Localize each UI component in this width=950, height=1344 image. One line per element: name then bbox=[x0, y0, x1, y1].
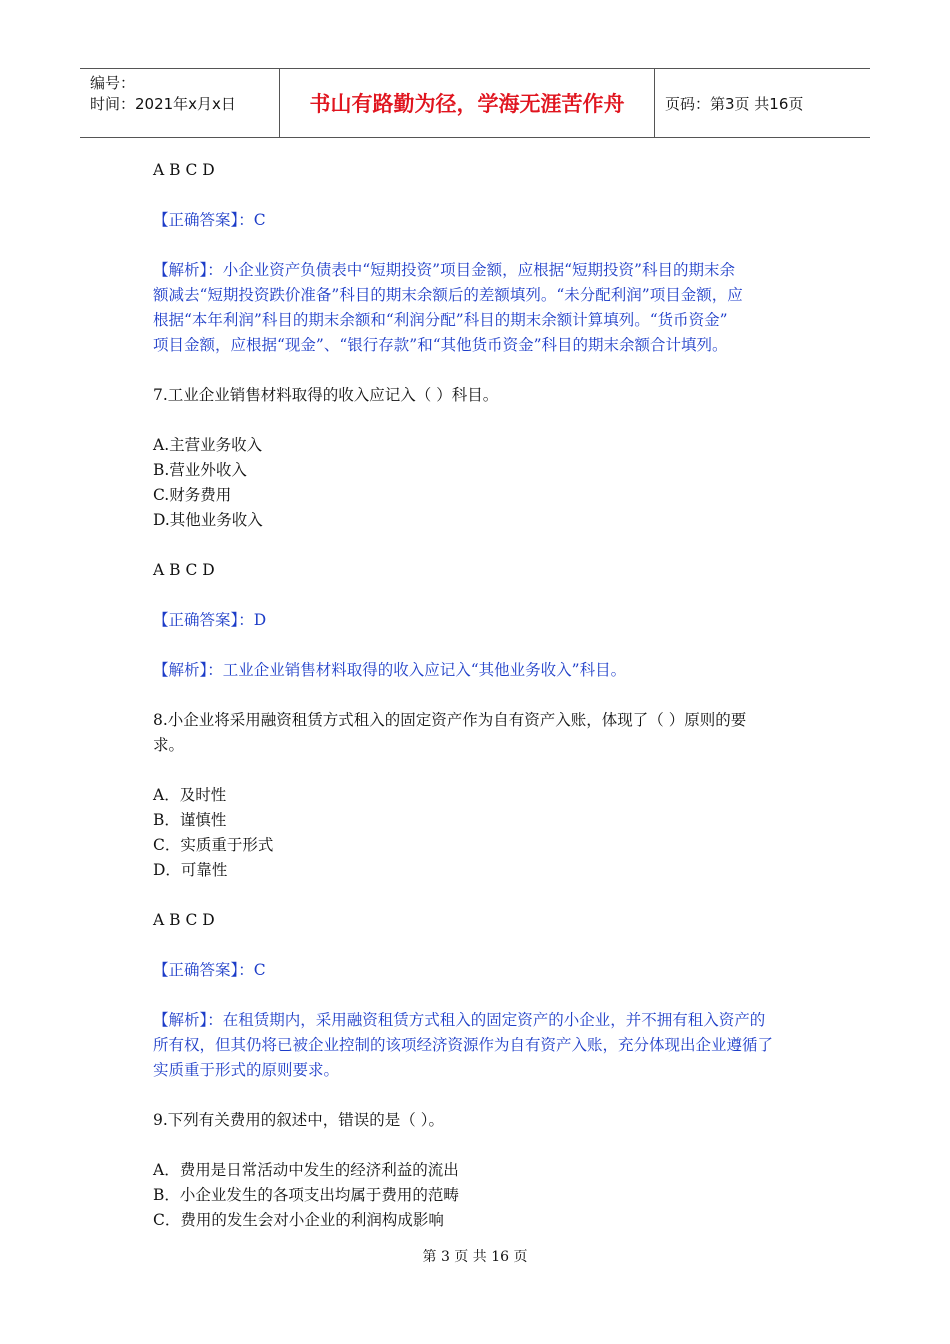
q8-option: A．及时性 bbox=[153, 786, 227, 804]
q9-question: 9.下列有关费用的叙述中，错误的是（ ）。 bbox=[153, 1111, 444, 1129]
q8-options-row: A B C D bbox=[153, 911, 215, 929]
q7-option: C.财务费用 bbox=[153, 486, 232, 504]
q6-analysis-line: 项目金额，应根据“现金”、“银行存款”和“其他货币资金”科目的期末余额合计填列。 bbox=[153, 336, 728, 354]
header-page-info: 页码：第3页 共16页 bbox=[665, 94, 804, 113]
q7-option: D.其他业务收入 bbox=[153, 511, 263, 529]
q7-question: 7.工业企业销售材料取得的收入应记入（ ）科目。 bbox=[153, 386, 499, 404]
header-motto: 书山有路勤为径，学海无涯苦作舟 bbox=[280, 69, 655, 137]
q8-option: C．实质重于形式 bbox=[153, 836, 274, 854]
q7-option: B.营业外收入 bbox=[153, 461, 247, 479]
q7-analysis: 【解析】：工业企业销售材料取得的收入应记入“其他业务收入”科目。 bbox=[153, 661, 627, 679]
q7-options-row: A B C D bbox=[153, 561, 215, 579]
q8-analysis-line: 所有权，但其仍将已被企业控制的该项经济资源作为自有资产入账，充分体现出企业遵循了 bbox=[153, 1036, 774, 1054]
q7-answer: 【正确答案】：D bbox=[153, 611, 267, 629]
q8-answer: 【正确答案】：C bbox=[153, 961, 266, 979]
q8-option: B．谨慎性 bbox=[153, 811, 227, 829]
q6-analysis-line: 【解析】：小企业资产负债表中“短期投资”项目金额，应根据“短期投资”科目的期末余 bbox=[153, 261, 735, 279]
q6-options-row: A B C D bbox=[153, 161, 215, 179]
q8-option: D．可靠性 bbox=[153, 861, 228, 879]
q9-option: A．费用是日常活动中发生的经济利益的流出 bbox=[153, 1161, 459, 1179]
document-body bbox=[153, 158, 828, 1233]
q6-analysis-line: 根据“本年利润”科目的期末余额和“利润分配”科目的期末余额计算填列。“货币资金” bbox=[153, 311, 728, 329]
q8-analysis-line: 实质重于形式的原则要求。 bbox=[153, 1061, 340, 1079]
q8-question-line: 求。 bbox=[153, 736, 185, 754]
header-meta bbox=[80, 69, 280, 137]
serial-label: 编号： bbox=[90, 74, 136, 92]
q6-analysis-line: 额减去“短期投资跌价准备”科目的期末余额后的差额填列。“未分配利润”项目金额，应 bbox=[153, 286, 743, 304]
date-line: 时间：2021年x月x日 bbox=[90, 95, 236, 113]
page-footer: 第 3 页 共 16 页 bbox=[422, 1249, 528, 1265]
q8-analysis-line: 【解析】：在租赁期内，采用融资租赁方式租入的固定资产的小企业，并不拥有租入资产的 bbox=[153, 1011, 766, 1029]
q7-option: A.主营业务收入 bbox=[153, 436, 263, 454]
q9-option: B．小企业发生的各项支出均属于费用的范畴 bbox=[153, 1186, 459, 1204]
page-header bbox=[80, 68, 870, 138]
q8-question-line: 8.小企业将采用融资租赁方式租入的固定资产作为自有资产入账，体现了（ ）原则的要 bbox=[153, 711, 747, 729]
q9-option: C．费用的发生会对小企业的利润构成影响 bbox=[153, 1211, 444, 1229]
q6-answer: 【正确答案】：C bbox=[153, 211, 266, 229]
